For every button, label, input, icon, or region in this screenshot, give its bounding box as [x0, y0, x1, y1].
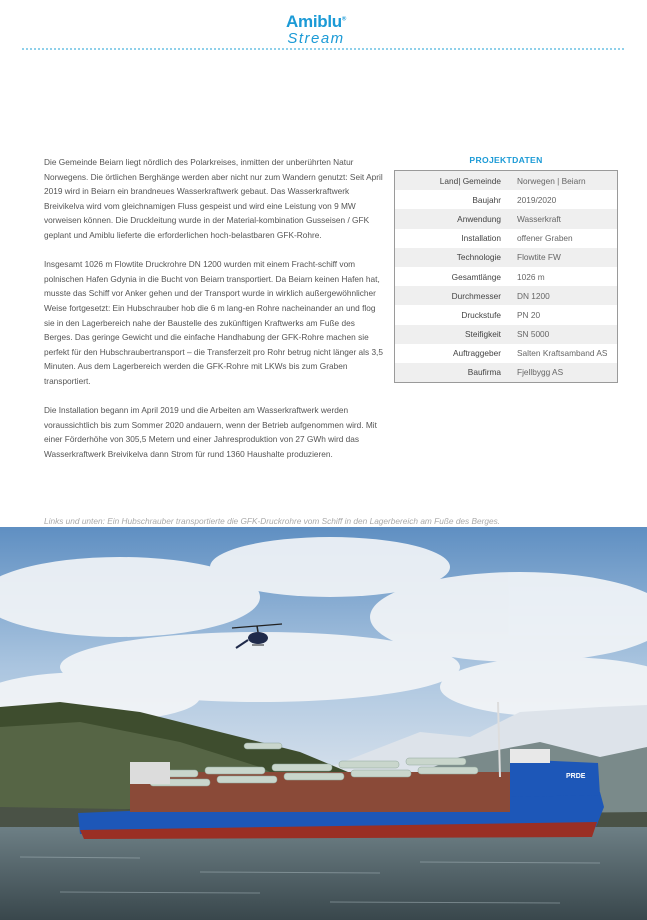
project-data-row — [395, 209, 618, 228]
project-data-row — [395, 190, 618, 209]
project-data-value: PN 20 — [517, 309, 541, 320]
project-data-key: Installation — [461, 233, 501, 244]
project-data-row — [395, 305, 618, 324]
project-data-key: Steifigkeit — [395, 325, 514, 344]
project-data-row — [395, 325, 618, 344]
logo-brand: Amiblu® — [286, 12, 346, 31]
project-data-key: Durchmesser — [395, 286, 514, 305]
project-data-row — [395, 363, 618, 383]
project-data-value: 1026 m — [517, 271, 545, 282]
project-data-title: PROJEKTDATEN — [469, 155, 543, 165]
photo-caption: Links und unten: Ein Hubschrauber transportierte die GFK-Druckrohre vom Schiff in den Lagerbereich am Fuße des Berges. — [44, 516, 501, 526]
header-dotted-divider — [22, 48, 624, 50]
paragraph-1: Die Gemeinde Beiarn liegt nördlich des Polarkreises, inmitten der unberührten Natur Norwegens. Die örtlichen Berghänge werden aber nicht nur zum Wandern genutzt: Seit April 2019 wird in Beiarn ein brandneues Wasserkraftwerk gebaut. Das Wasserkraftwerk Breivikelva wird vom gleichnamigen Fluss gespeist und wird eine Leistung von 9 MW vorweisen können. Die Druckleitung wurde in der Material-kombination Gusseisen / GFK geplant und Amiblu lieferte die erforderlichen hoch-belastbaren GFK-Rohre. — [44, 157, 383, 240]
project-data-value: DN 1200 — [513, 286, 618, 305]
water — [0, 827, 647, 920]
amiblu-stream-logo — [261, 12, 371, 47]
article-body — [44, 155, 384, 476]
ship-bridge — [510, 759, 600, 797]
project-data-key: Druckstufe — [461, 309, 501, 320]
project-data-row — [395, 248, 618, 267]
project-data-value: Salten Kraftsamband AS — [517, 348, 608, 359]
project-data-value: Flowtite FW — [513, 248, 618, 267]
project-data-value: Wasserkraft — [513, 209, 618, 228]
project-data-key: Auftraggeber — [453, 348, 501, 359]
ship-helicopter-photo — [0, 527, 647, 920]
project-data-value: 2019/2020 — [517, 194, 557, 205]
project-data-key: Baujahr — [472, 194, 501, 205]
paragraph-2: Insgesamt 1026 m Flowtite Druckrohre DN 1200 wurden mit einem Fracht-schiff vom polnischen Hafen Gdynia in die Bucht von Beiarn transportiert. Da Beiarn keinen Hafen hat, musste das Schiff vor Anker gehen und der Transport wurde in wirklich außergewöhnlicher Weise fortgesetzt: Ein Hubschrauber hob die 6 m lang-en Rohre nacheinander an und flog sie in den Lagerbereich nahe der Baustelle des zukünftigen Kraftwerks am Fuße des Berges. Das geringe Gewicht und die einfache Handhabung der GFK-Rohre machen sie perfekt für den Hubschraubertransport – die Transferzeit pro Rohr betrug nicht länger als 3,5 Minuten. Aus dem Lagerbereich werden die GFK-Rohre mit LKWs bis zum Graben transportiert. — [44, 259, 383, 386]
project-data-value: Norwegen | Beiarn — [513, 171, 618, 191]
project-data-value: offener Graben — [517, 233, 573, 244]
ship-bridge-top — [510, 749, 550, 763]
project-data-key: Technologie — [395, 248, 514, 267]
project-data-row — [395, 171, 618, 191]
logo-product: Stream — [287, 30, 345, 47]
project-data-key: Land| Gemeinde — [395, 171, 514, 191]
project-data-row — [395, 344, 618, 363]
project-data-row — [395, 286, 618, 305]
project-data-row — [395, 267, 618, 286]
project-data-table — [394, 170, 618, 383]
project-data-key: Gesamtlänge — [451, 271, 501, 282]
project-data-key: Baufirma — [395, 363, 514, 383]
project-data-value: SN 5000 — [513, 325, 618, 344]
ship-bow-structure — [130, 762, 170, 784]
ship-name-label: PRDE — [566, 773, 586, 780]
project-data-value: Fjellbygg AS — [513, 363, 618, 383]
project-data-key: Anwendung — [395, 209, 514, 228]
project-data-row — [395, 229, 618, 248]
paragraph-3: Die Installation begann im April 2019 und die Arbeiten am Wasserkraftwerk werden voraussichtlich bis zum Sommer 2020 andauern, wenn der Betrieb aufgenommen wird. Mit einer Förderhöhe von 305,5 Metern und einer Jahresproduktion von 27 GWh wird das Wasserkraftwerk Breivikelva dann Strom für rund 1360 Haushalte produzieren. — [44, 405, 377, 459]
